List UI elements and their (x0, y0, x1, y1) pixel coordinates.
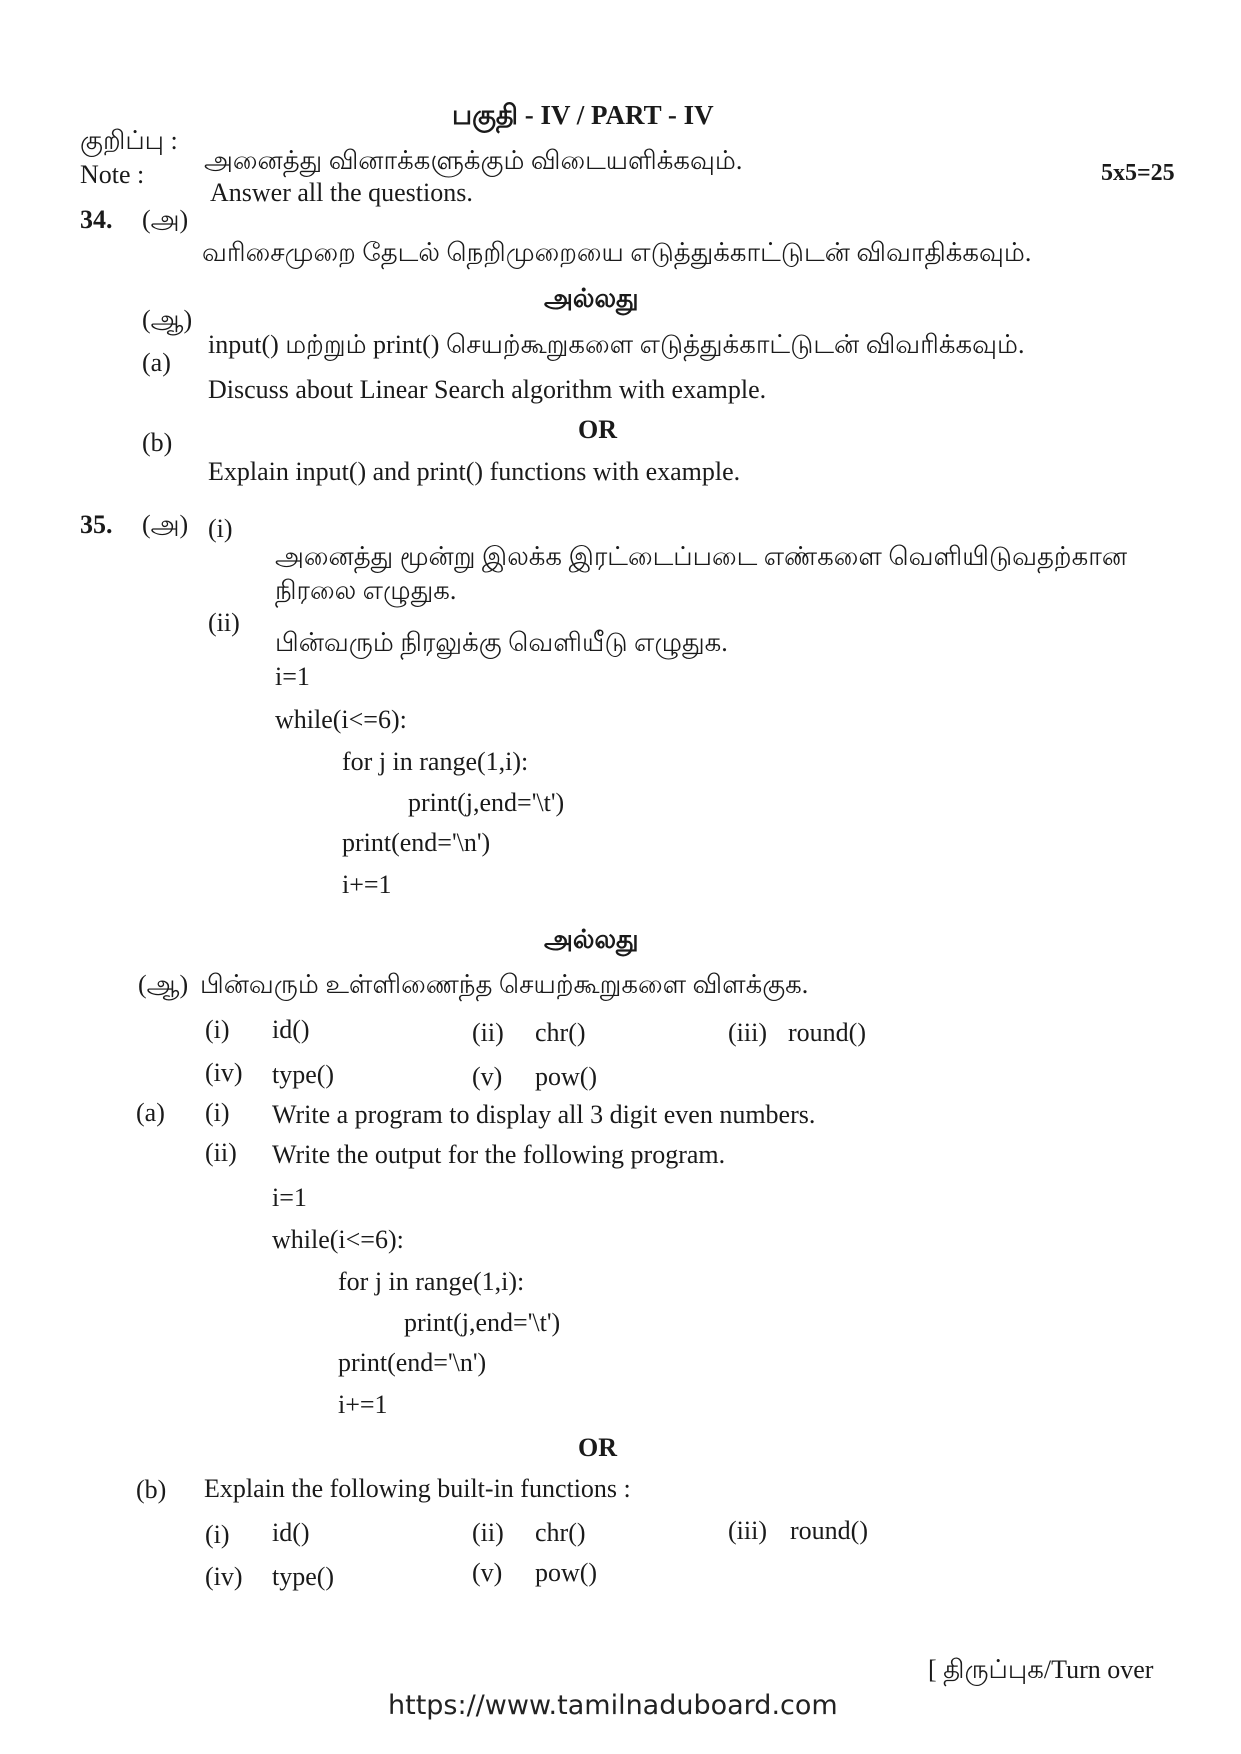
code-line-1: i=1 (272, 1183, 307, 1212)
code-line-5: print(end='\n') (338, 1348, 487, 1377)
func-name: round() (788, 1018, 866, 1047)
q35-b-label-tamil: (ஆ) (138, 970, 189, 999)
turn-over: [ திருப்புக/Turn over (928, 1655, 1154, 1684)
q35-a-ii-label-english: (ii) (205, 1138, 237, 1167)
code-line-2: while(i<=6): (275, 705, 407, 734)
code-line-5: print(end='\n') (342, 828, 491, 857)
func-label: (ii) (472, 1018, 504, 1047)
source-url[interactable]: https://www.tamilnaduboard.com (388, 1690, 838, 1721)
func-label: (ii) (472, 1518, 504, 1547)
func-label: (i) (205, 1520, 230, 1549)
code-line-1: i=1 (275, 662, 310, 691)
q35-a-label-english: (a) (136, 1098, 165, 1127)
note-label-english: Note : (80, 160, 145, 189)
q35-or-tamil: அல்லது (544, 925, 639, 954)
q34-a-label-tamil: (அ) (142, 205, 189, 234)
code-line-6: i+=1 (342, 870, 392, 899)
func-label: (iv) (205, 1058, 243, 1087)
q35-a-label-tamil: (அ) (142, 510, 189, 539)
q35-or-english: OR (578, 1433, 617, 1462)
q35-a-ii-text-tamil: பின்வரும் நிரலுக்கு வெளியீடு எழுதுக. (275, 628, 728, 657)
q35-a-ii-label: (ii) (208, 608, 240, 637)
q35-b-text-english: Explain the following built-in functions : (204, 1474, 631, 1503)
question-number-35: 35. (80, 510, 113, 539)
func-name: pow() (535, 1062, 598, 1091)
func-label: (i) (205, 1015, 230, 1044)
part-title: பகுதி - IV / PART - IV (452, 100, 714, 130)
func-name: type() (272, 1060, 335, 1089)
func-name: id() (272, 1518, 310, 1547)
q34-or-tamil: அல்லது (544, 284, 639, 313)
code-line-3: for j in range(1,i): (338, 1267, 525, 1296)
q34-b-text-english: Explain input() and print() functions with example. (208, 457, 741, 486)
marks: 5x5=25 (1101, 160, 1175, 186)
note-text-tamil: அனைத்து வினாக்களுக்கும் விடையளிக்கவும். (204, 146, 743, 175)
code-line-2: while(i<=6): (272, 1225, 404, 1254)
code-line-6: i+=1 (338, 1390, 388, 1419)
q35-a-i-text-tamil-2: நிரலை எழுதுக. (275, 576, 457, 605)
func-name: chr() (535, 1018, 586, 1047)
q35-a-i-label-english: (i) (205, 1098, 230, 1127)
func-label: (v) (472, 1062, 503, 1091)
note-label-tamil: குறிப்பு : (80, 126, 178, 155)
q35-b-label-english: (b) (136, 1475, 167, 1504)
q35-a-i-text-english: Write a program to display all 3 digit even numbers. (272, 1100, 816, 1129)
func-name: chr() (535, 1518, 586, 1547)
func-label: (iii) (728, 1018, 767, 1047)
code-line-4: print(j,end='\t') (408, 788, 565, 817)
q34-or-english: OR (578, 415, 617, 444)
question-number-34: 34. (80, 205, 113, 234)
func-name: id() (272, 1015, 310, 1044)
code-line-4: print(j,end='\t') (404, 1308, 561, 1337)
q34-a-text-english: Discuss about Linear Search algorithm with example. (208, 375, 767, 404)
q34-b-text-tamil: input() மற்றும் print() செயற்கூறுகளை எடுத்துக்காட்டுடன் விவரிக்கவும். (208, 330, 1025, 359)
func-name: type() (272, 1562, 335, 1591)
q35-a-i-label: (i) (208, 514, 233, 543)
func-name: pow() (535, 1558, 598, 1587)
q34-a-text-tamil: வரிசைமுறை தேடல் நெறிமுறையை எடுத்துக்காட்டுடன் விவாதிக்கவும். (202, 238, 1032, 267)
func-name: round() (790, 1516, 868, 1545)
q35-a-ii-text-english: Write the output for the following program. (272, 1140, 726, 1169)
q35-a-i-text-tamil-1: அனைத்து மூன்று இலக்க இரட்டைப்படை எண்களை வெளியிடுவதற்கான (275, 542, 1128, 571)
code-line-3: for j in range(1,i): (342, 747, 529, 776)
note-text-english: Answer all the questions. (210, 178, 473, 207)
func-label: (v) (472, 1558, 503, 1587)
q34-b-label-tamil: (ஆ) (142, 305, 193, 334)
q35-b-text-tamil: பின்வரும் உள்ளிணைந்த செயற்கூறுகளை விளக்குக. (200, 970, 809, 999)
func-label: (iv) (205, 1562, 243, 1591)
q34-a-label-english: (a) (142, 348, 171, 377)
func-label: (iii) (728, 1516, 767, 1545)
q34-b-label-english: (b) (142, 428, 173, 457)
